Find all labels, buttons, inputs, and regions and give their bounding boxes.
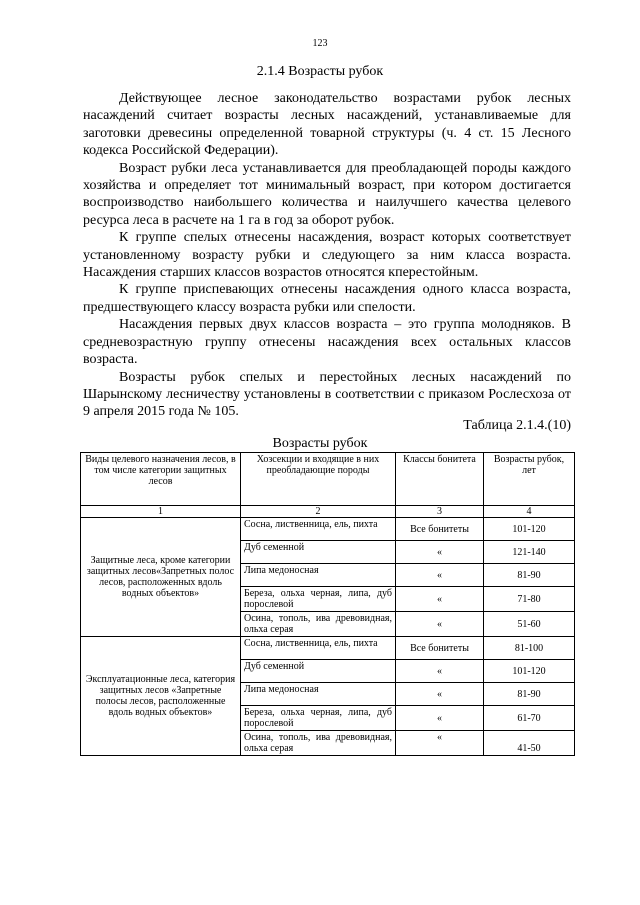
header-species: Хозсекции и входящие в них преобладающие породы (241, 453, 396, 506)
paragraph: Насаждения первых двух классов возраста – это группа молодняков. В средневозрастную группу отнесены насаждения всех остальных классов возраста. (83, 317, 571, 368)
species-cell: Осина, тополь, ива древовидная, ольха серая (241, 731, 396, 756)
age-cell: 81-100 (484, 637, 575, 660)
column-number: 2 (241, 506, 396, 518)
cutting-age-table (80, 452, 575, 756)
paragraph: Возраст рубки леса устанавливается для преобладающей породы каждого хозяйства и определяет тот минимальный возраст, при котором достигается воспроизводство наибольшего количества и наилучшего качества целевого ресурса леса в расчете на 1 га в год за оборот рубок. (83, 160, 571, 228)
category-cell: Защитные леса, кроме категории защитных лесов«Запретных полос лесов, расположенных вдоль водных объектов» (81, 518, 241, 637)
species-cell: Сосна, лиственница, ель, пихта (241, 637, 396, 660)
species-cell: Дуб семенной (241, 541, 396, 564)
class-cell: Все бонитеты (396, 637, 484, 660)
age-cell: 101-120 (484, 518, 575, 541)
class-cell: « (396, 612, 484, 637)
table-title: Возрасты рубок (272, 436, 368, 451)
body-text (83, 90, 571, 421)
header-age: Возрасты рубок, лет (484, 453, 575, 506)
species-cell: Сосна, лиственница, ель, пихта (241, 518, 396, 541)
column-number: 4 (484, 506, 575, 518)
paragraph: К группе приспевающих отнесены насаждения одного класса возраста, предшествующего классу возраста рубки или спелости. (83, 282, 571, 315)
paragraph: К группе спелых отнесены насаждения, возраст которых соответствует установленному возрасту рубки и следующего за ним класса возраста. Насаждения старших классов возрастов относятся кперестойным. (83, 230, 571, 281)
age-cell: 121-140 (484, 541, 575, 564)
paragraph: Действующее лесное законодательство возрастами рубок лесных насаждений считает возрасты лесных насаждений, устанавливаемые для заготовки древесины определенной товарной структуры (ч. 4 ст. 15 Лесного кодекса Российской Федерации). (83, 91, 571, 159)
age-cell: 81-90 (484, 564, 575, 587)
species-cell: Липа медоносная (241, 564, 396, 587)
class-cell: « (396, 587, 484, 612)
age-cell: 71-80 (484, 587, 575, 612)
age-cell: 81-90 (484, 683, 575, 706)
class-cell: « (396, 731, 484, 756)
page-number: 123 (312, 38, 328, 49)
column-number: 1 (81, 506, 241, 518)
age-cell: 61-70 (484, 706, 575, 731)
header-purpose: Виды целевого назначения лесов, в том числе категории защитных лесов (81, 453, 241, 506)
table-caption: Таблица 2.1.4.(10) (463, 418, 571, 433)
table-header-row (81, 453, 575, 506)
species-cell: Осина, тополь, ива древовидная, ольха серая (241, 612, 396, 637)
category-cell: Эксплуатационные леса, категория защитных лесов «Запретные полосы лесов, расположенные вдоль водных объектов» (81, 637, 241, 756)
class-cell: « (396, 683, 484, 706)
table-row (81, 637, 575, 660)
species-cell: Липа медоносная (241, 683, 396, 706)
age-cell: 51-60 (484, 612, 575, 637)
class-cell: « (396, 660, 484, 683)
age-cell: 41-50 (484, 731, 575, 756)
column-number-row (81, 506, 575, 518)
species-cell: Береза, ольха черная, липа, дуб порослевой (241, 587, 396, 612)
paragraph: Возрасты рубок спелых и перестойных лесных насаждений по Шарынскому лесничеству установлены в соответствии с приказом Рослесхоза от 9 апреля 2015 года № 105. (83, 369, 571, 420)
class-cell: « (396, 541, 484, 564)
species-cell: Дуб семенной (241, 660, 396, 683)
column-number: 3 (396, 506, 484, 518)
class-cell: Все бонитеты (396, 518, 484, 541)
section-title: 2.1.4 Возрасты рубок (256, 64, 384, 79)
species-cell: Береза, ольха черная, липа, дуб порослевой (241, 706, 396, 731)
class-cell: « (396, 564, 484, 587)
class-cell: « (396, 706, 484, 731)
table-row (81, 518, 575, 541)
header-class: Классы бонитета (396, 453, 484, 506)
age-cell: 101-120 (484, 660, 575, 683)
